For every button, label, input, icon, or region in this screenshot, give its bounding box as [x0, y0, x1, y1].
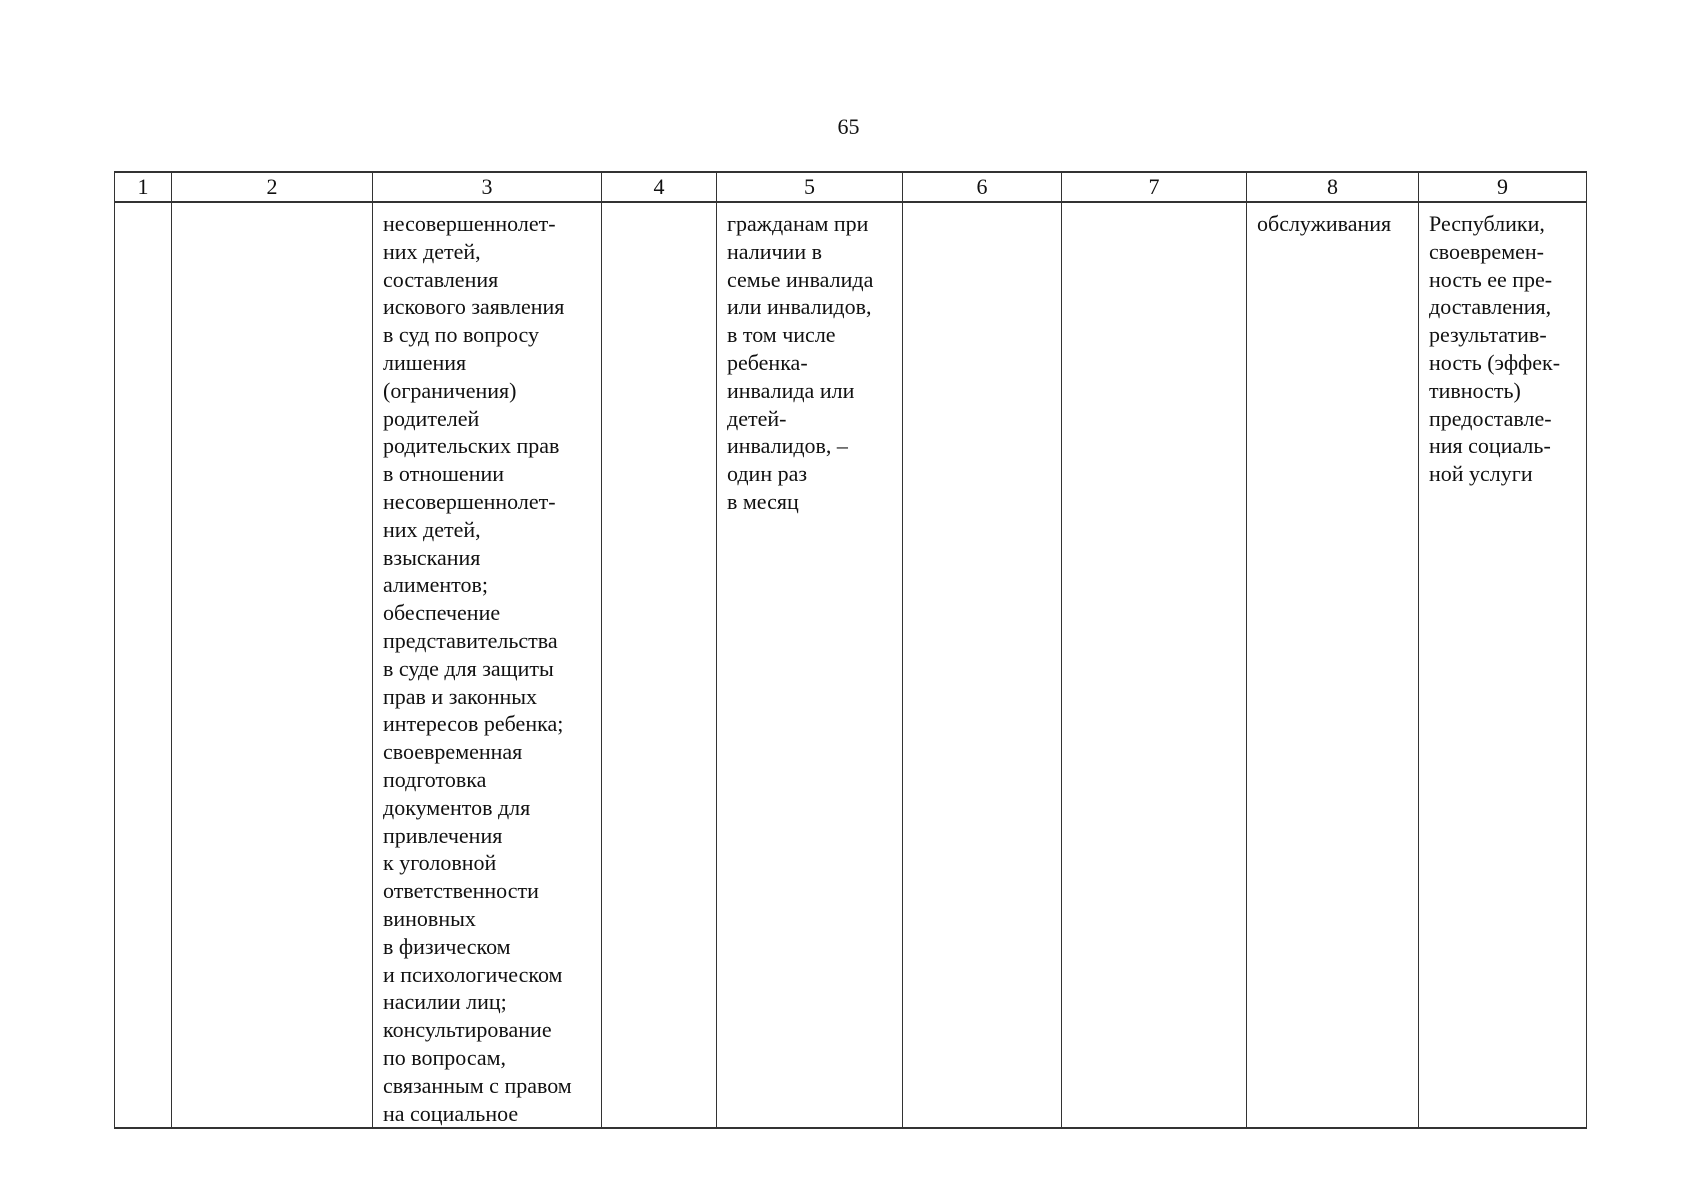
column-header-2: 2 [172, 172, 373, 202]
cell-text-line: интересов ребенка; [383, 711, 564, 737]
cell-text-line: родительских прав [383, 433, 560, 459]
cell-col-9-text [1419, 203, 1586, 488]
cell-col-6 [903, 202, 1062, 1128]
document-table [114, 171, 1587, 1129]
page-number: 65 [837, 114, 860, 139]
cell-col-8-text [1247, 203, 1418, 238]
cell-col-8 [1247, 202, 1419, 1128]
cell-text-line: них детей, [383, 238, 481, 264]
cell-text-line: ность (эффек- [1429, 349, 1561, 375]
cell-text-line: обслуживания [1257, 211, 1392, 236]
cell-text-line: алиментов; [383, 572, 488, 598]
cell-text-line: в суде для защиты [383, 655, 554, 681]
cell-col-5 [717, 202, 903, 1128]
cell-text-line: взыскания [383, 544, 481, 570]
cell-text-line: в отношении [383, 461, 505, 487]
cell-text-line: родителей [383, 405, 480, 431]
cell-text-line: и психологическом [383, 961, 563, 987]
column-header-8: 8 [1247, 172, 1419, 202]
column-header-6: 6 [903, 172, 1062, 202]
cell-text-line: обеспечение [383, 600, 501, 626]
cell-text-line: в суд по вопросу [383, 322, 539, 348]
column-header-1: 1 [115, 172, 172, 202]
column-header-5: 5 [717, 172, 903, 202]
cell-text-line: подготовка [383, 766, 487, 792]
cell-text-line: консультирование [383, 1017, 552, 1043]
cell-text-line: ответственности [383, 878, 539, 904]
cell-text-line: несовершеннолет- [383, 211, 556, 236]
cell-text-line: в том числе [727, 322, 836, 348]
cell-text-line: доставления, [1429, 294, 1552, 320]
cell-text-line: по вопросам, [383, 1044, 507, 1070]
column-header-3: 3 [373, 172, 602, 202]
cell-text-line: один раз [727, 461, 808, 487]
cell-text-line: ность ее пре- [1429, 266, 1553, 292]
cell-text-line: них детей, [383, 516, 481, 542]
column-header-7: 7 [1062, 172, 1247, 202]
cell-text-line: связанным с правом [383, 1072, 572, 1098]
cell-text-line: привлечения [383, 822, 503, 848]
cell-text-line: лишения [383, 349, 467, 375]
cell-col-3 [373, 202, 602, 1128]
cell-text-line: искового заявления [383, 294, 565, 320]
cell-text-line: детей- [727, 405, 787, 431]
cell-text-line: ной услуги [1429, 461, 1533, 487]
cell-text-line: тивность) [1429, 377, 1521, 403]
cell-text-line: к уголовной [383, 850, 497, 876]
cell-col-4 [602, 202, 717, 1128]
cell-text-line: в физическом [383, 933, 511, 959]
cell-text-line: инвалида или [727, 377, 855, 403]
cell-col-3-text [373, 203, 601, 1127]
cell-text-line: (ограничения) [383, 377, 517, 403]
header-row [115, 172, 1587, 202]
cell-text-line: прав и законных [383, 683, 538, 709]
cell-col-9 [1419, 202, 1587, 1128]
cell-text-line: наличии в [727, 238, 822, 264]
cell-text-line: предоставле- [1429, 405, 1552, 431]
cell-text-line: ребенка- [727, 349, 808, 375]
cell-text-line: результатив- [1429, 322, 1547, 348]
cell-text-line: Республики, [1429, 211, 1545, 236]
cell-text-line: представительства [383, 627, 558, 653]
cell-text-line: составления [383, 266, 499, 292]
cell-text-line: своевременная [383, 739, 523, 765]
cell-text-line: своевремен- [1429, 238, 1544, 264]
column-header-4: 4 [602, 172, 717, 202]
cell-text-line: гражданам при [727, 211, 869, 236]
cell-text-line: ния социаль- [1429, 433, 1551, 459]
cell-text-line: в месяц [727, 488, 799, 514]
cell-text-line: семье инвалида [727, 266, 874, 292]
cell-text-line: несовершеннолет- [383, 488, 556, 514]
cell-col-7 [1062, 202, 1247, 1128]
cell-text-line: виновных [383, 905, 476, 931]
cell-text-line: или инвалидов, [727, 294, 872, 320]
content-row [115, 202, 1587, 1128]
cell-col-2 [172, 202, 373, 1128]
cell-text-line: инвалидов, – [727, 433, 848, 459]
cell-col-1 [115, 202, 172, 1128]
cell-col-5-text [717, 203, 902, 516]
cell-text-line: насилии лиц; [383, 989, 507, 1015]
column-header-9: 9 [1419, 172, 1587, 202]
cell-text-line: документов для [383, 794, 531, 820]
cell-text-line: на социальное [383, 1100, 519, 1126]
